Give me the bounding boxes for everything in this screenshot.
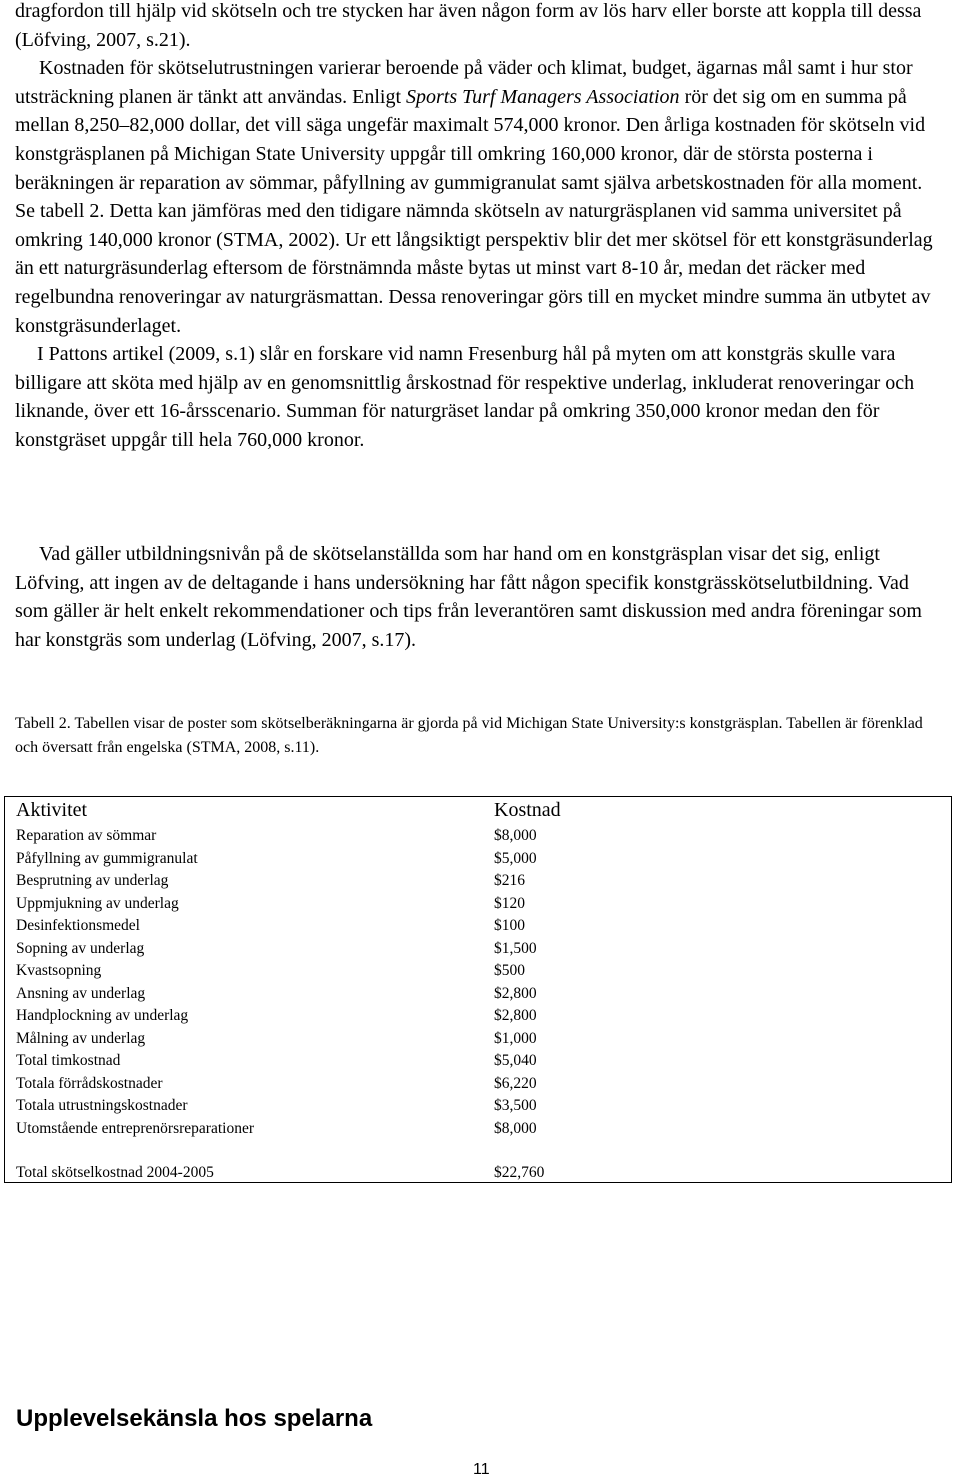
row-cost: $500	[494, 962, 525, 979]
paragraph-4: Vad gäller utbildningsnivån på de skötselanställda som har hand om en konstgräsplan visar det sig, enligt Löfving, att ingen av de deltagande i hans undersökning har fått någon specifik konstgrässkötselutbildning. Vad som gäller är helt enkelt rekommendationer och tips från leverantören samt diskussion med andra föreningar som har konstgräs som underlag (Löfving, 2007, s.17).	[15, 543, 922, 651]
row-activity: Utomstående entreprenörsreparationer	[16, 1119, 254, 1137]
header-cost: Kostnad	[494, 799, 561, 821]
paragraph-1: dragfordon till hjälp vid skötseln och tre stycken har även någon form av lös harv eller borste att koppla till dessa (Löfving, 2007, s.21).	[15, 0, 922, 51]
row-cost: $3,500	[494, 1097, 537, 1114]
row-cost: $100	[494, 917, 525, 934]
row-cost: $6,220	[494, 1074, 537, 1092]
paragraph-2	[15, 54, 945, 340]
row-cost: $1,500	[494, 939, 537, 957]
row-cost: $8,000	[494, 827, 537, 844]
header-activity: Aktivitet	[16, 799, 88, 821]
row-cost: $2,800	[494, 1007, 537, 1024]
row-cost: $120	[494, 894, 525, 912]
row-activity: Ansning av underlag	[16, 984, 146, 1002]
page-number: 11	[473, 1461, 490, 1478]
row-cost: $5,000	[494, 849, 537, 867]
row-activity: Påfyllning av gummigranulat	[16, 849, 198, 867]
total-cost: $22,760	[494, 1164, 545, 1181]
section-heading: Upplevelsekänsla hos spelarna	[16, 1405, 373, 1432]
row-cost: $5,040	[494, 1052, 537, 1069]
table-caption: Tabell 2. Tabellen visar de poster som skötselberäkningarna är gjorda på vid Michigan State University:s konstgräsplan. Tabellen är förenklad och översatt från engelska (STMA, 2008, s.11).	[15, 715, 923, 756]
body-text-lower	[15, 540, 945, 654]
row-cost: $2,800	[494, 984, 537, 1002]
row-activity: Totala förrådskostnader	[16, 1074, 163, 1092]
row-activity: Handplockning av underlag	[16, 1007, 189, 1024]
cost-table	[4, 796, 952, 1183]
row-cost: $1,000	[494, 1029, 537, 1047]
total-activity: Total skötselkostnad 2004-2005	[16, 1164, 214, 1181]
body-text-upper	[15, 0, 945, 455]
row-activity: Totala utrustningskostnader	[16, 1097, 188, 1114]
row-activity: Uppmjukning av underlag	[16, 894, 179, 912]
row-activity: Sopning av underlag	[16, 939, 145, 957]
row-cost: $216	[494, 872, 525, 889]
row-activity: Besprutning av underlag	[16, 872, 169, 889]
row-activity: Målning av underlag	[16, 1029, 146, 1047]
organization-name: Sports Turf Managers Association	[406, 85, 680, 108]
paragraph-3: I Pattons artikel (2009, s.1) slår en forskare vid namn Fresenburg hål på myten om att konstgräs skulle vara billigare att sköta med hjälp av en genomsnittlig årskostnad för respektive underlag, inkluderat renoveringar och liknande, över ett 16-årsscenario. Summan för naturgräset landar på omkring 350,000 kronor medan den för konstgräset uppgår till hela 760,000 kronor.	[15, 343, 915, 451]
paragraph-2-start: Kostnaden för skötselutrustningen varierar beroende på väder och klimat, budget, ägarnas mål samt i hur stor utsträckning planen är tänkt att användas. Enligt	[15, 57, 913, 108]
paragraph-2-rest: rör det sig om en summa på mellan 8,250–82,000 dollar, det vill säga ungefär maximalt 574,000 kronor. Den årliga kostnaden för skötseln vid konstgräsplanen på Michigan State University uppgår till omkring 160,000 kronor, där de största posterna i beräkningen är reparation av sömmar, påfyllning av gummigranulat samt själva arbetskostnaden för alla moment. Se tabell 2. Detta kan jämföras med den tidigare nämnda skötseln av naturgräsplanen vid samma universitet på omkring 140,000 kronor (STMA, 2002). Ur ett långsiktigt perspektiv blir det mer skötsel för ett konstgräsunderlag än ett naturgräsunderlag eftersom de förstnämnda måste bytas ut minst vart 8-10 år, medan det räcker med regelbundna renoveringar av naturgräsmattan. Dessa renoveringar görs till en mycket mindre summa än utbytet av konstgräsunderlaget.	[15, 85, 933, 337]
row-activity: Total timkostnad	[16, 1052, 121, 1069]
row-activity: Desinfektionsmedel	[16, 917, 140, 934]
row-cost: $8,000	[494, 1119, 537, 1137]
row-activity: Kvastsopning	[16, 962, 102, 979]
row-activity: Reparation av sömmar	[16, 827, 157, 844]
